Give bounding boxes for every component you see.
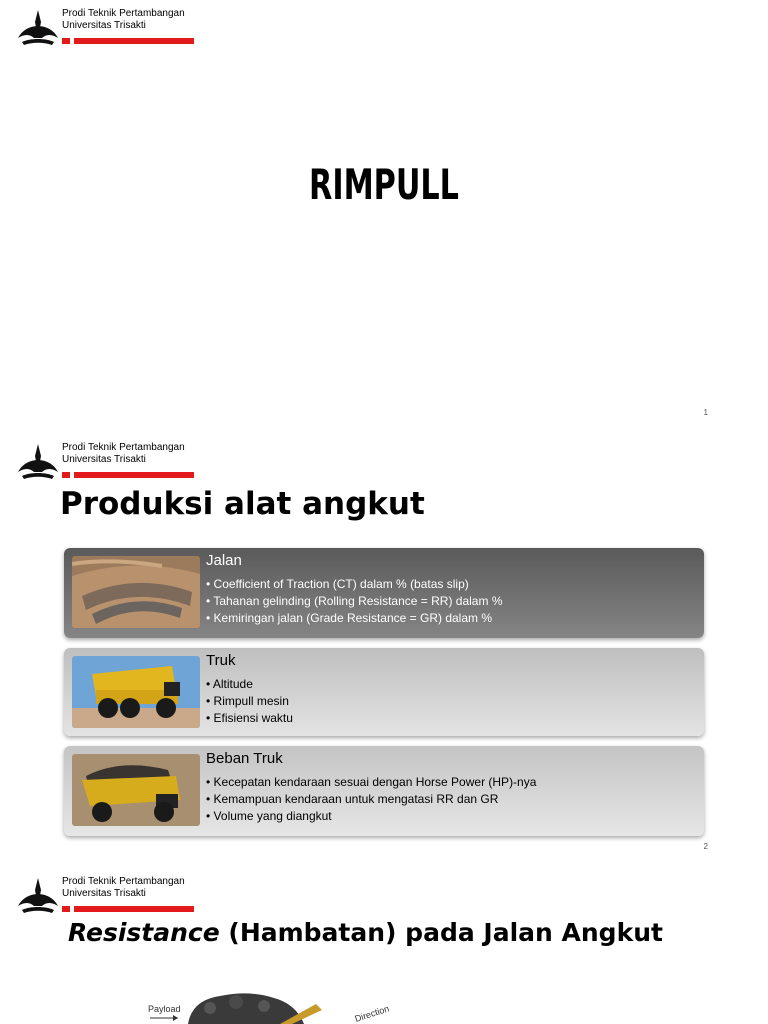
list-item: • Tahanan gelinding (Rolling Resistance = RR) dalam % [206, 593, 502, 610]
list-item: • Kemampuan kendaraan untuk mengatasi RR dan GR [206, 791, 536, 808]
card-title: Truk [206, 652, 236, 669]
slide-3 [0, 868, 768, 1024]
slide-title: RIMPULL [309, 160, 459, 209]
slide-1 [0, 0, 768, 432]
resistance-diagram [60, 964, 420, 1024]
institution-line-2: Universitas Trisakti [62, 454, 146, 465]
trisakti-logo-icon [16, 876, 60, 916]
slide-title [68, 918, 663, 947]
institution-line-1: Prodi Teknik Pertambangan [62, 876, 185, 887]
institution-line-2: Universitas Trisakti [62, 888, 146, 899]
institution-name [62, 8, 185, 32]
red-bar-small [62, 472, 70, 478]
red-bar-long [74, 38, 194, 44]
slide-title-italic: Resistance [68, 918, 220, 947]
direction-label: Direction [353, 1003, 391, 1024]
header [16, 8, 206, 48]
list-item: • Kemiringan jalan (Grade Resistance = GR) dalam % [206, 610, 502, 627]
trisakti-logo-icon [16, 8, 60, 48]
card-truk [64, 648, 704, 736]
list-item: • Volume yang diangkut [206, 808, 536, 825]
haul-truck-photo [72, 656, 200, 728]
card-jalan [64, 548, 704, 638]
card-list [206, 576, 502, 627]
red-bar-small [62, 906, 70, 912]
page-number: 1 [703, 408, 708, 417]
card-list [206, 774, 536, 825]
list-item: • Kecepatan kendaraan sesuai dengan Horse Power (HP)-nya [206, 774, 536, 791]
page-number: 2 [703, 842, 708, 851]
card-beban-truk [64, 746, 704, 836]
slide-2 [0, 434, 768, 866]
institution-name [62, 876, 185, 900]
institution-line-1: Prodi Teknik Pertambangan [62, 8, 185, 19]
trisakti-logo-icon [16, 442, 60, 482]
header [16, 876, 206, 916]
institution-line-1: Prodi Teknik Pertambangan [62, 442, 185, 453]
red-bar-long [74, 906, 194, 912]
institution-line-2: Universitas Trisakti [62, 20, 146, 31]
list-item: • Rimpull mesin [206, 693, 293, 710]
list-item: • Coefficient of Traction (CT) dalam % (batas slip) [206, 576, 502, 593]
slide-title: Produksi alat angkut [60, 486, 425, 522]
open-pit-mine-photo [72, 556, 200, 628]
card-list [206, 676, 293, 727]
institution-name [62, 442, 185, 466]
red-bar-small [62, 38, 70, 44]
red-bar-long [74, 472, 194, 478]
slide-title-rest: (Hambatan) pada Jalan Angkut [219, 918, 663, 947]
loaded-truck-photo [72, 754, 200, 826]
payload-label: Payload [148, 1004, 181, 1014]
card-title: Jalan [206, 552, 242, 569]
card-title: Beban Truk [206, 750, 283, 767]
header [16, 442, 206, 482]
list-item: • Efisiensi waktu [206, 710, 293, 727]
list-item: • Altitude [206, 676, 293, 693]
